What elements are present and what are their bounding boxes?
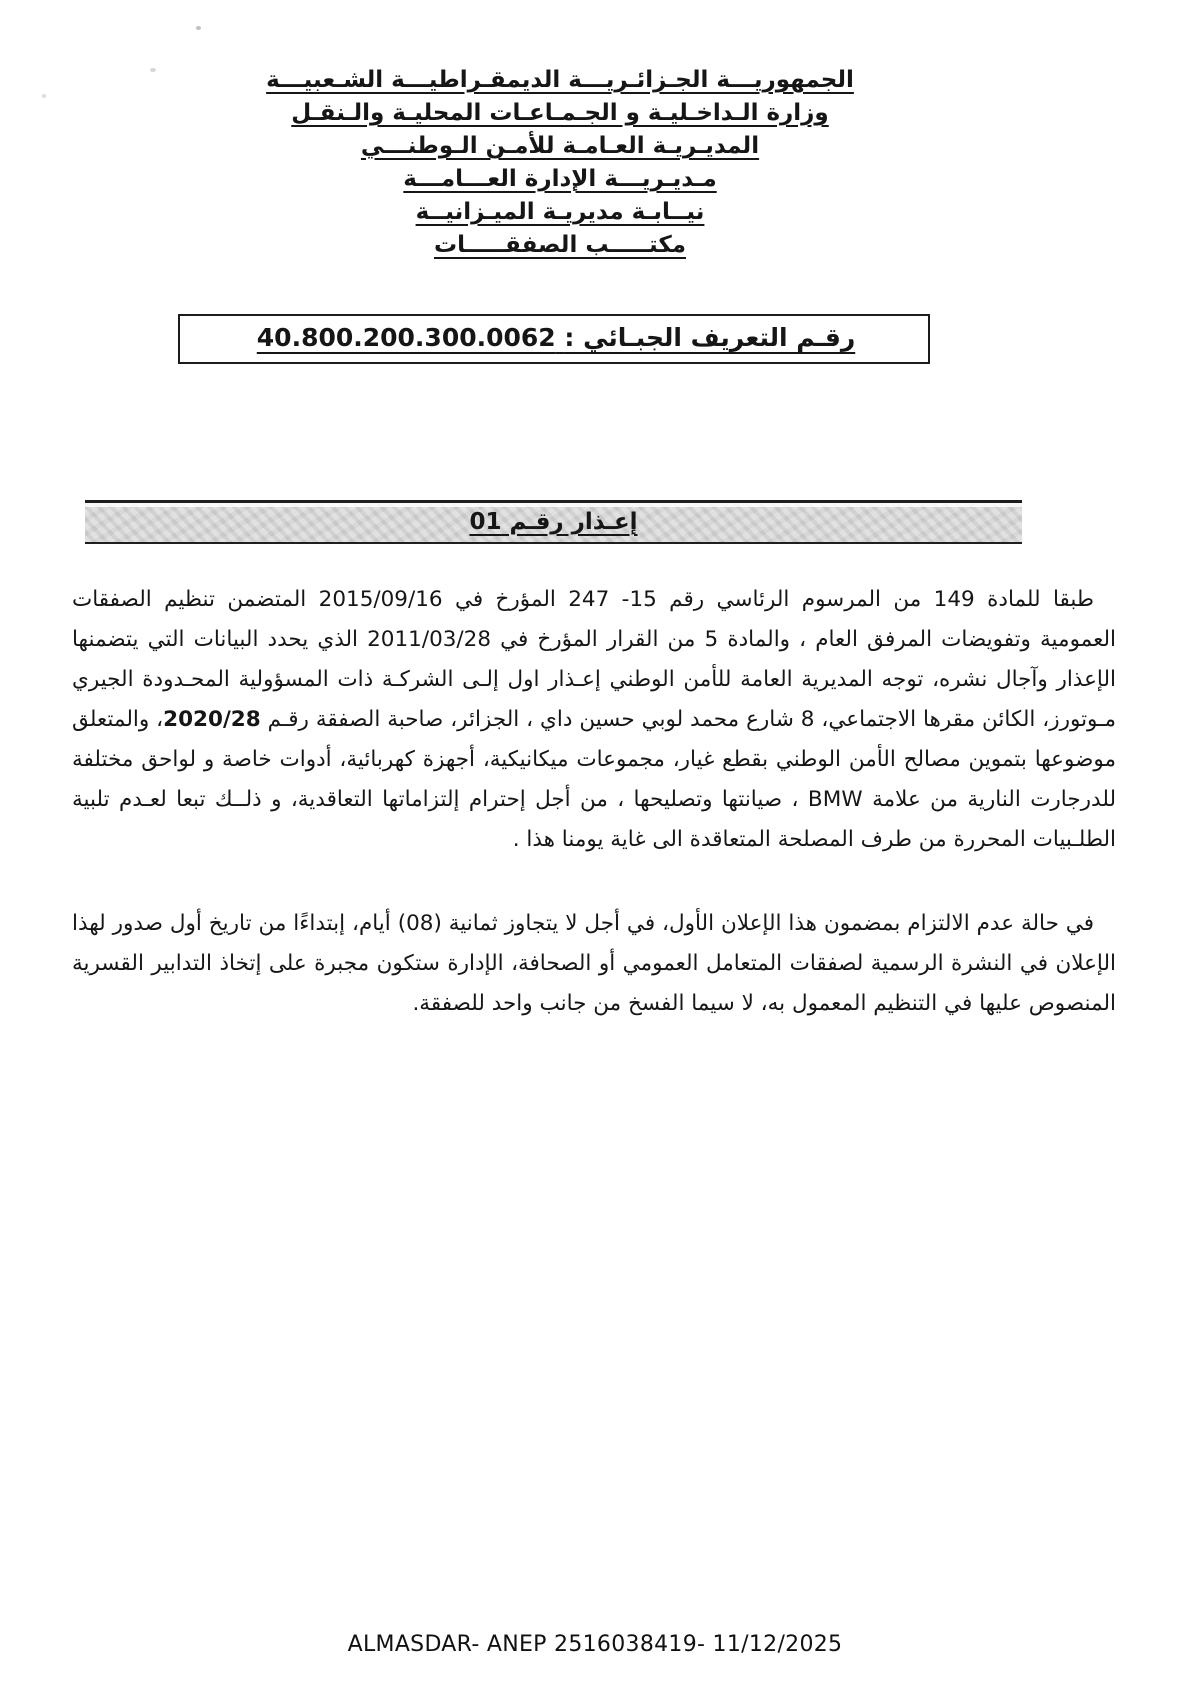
paragraph-legal-basis [72,580,1116,860]
tax-id-line [253,323,855,352]
letterhead-budget-subdirectorate-line: نيــابـة مديريـة الميـزانيــة [415,199,705,225]
publication-footer: ALMASDAR- ANEP 2516038419- 11/12/2025 [347,1632,843,1657]
letterhead-republic-line: الجمهوريـــة الجـزائـريـــة الديمقـراطيـــة الشـعبيـــة [266,67,854,93]
scan-artifact [196,26,201,30]
letterhead-contracts-office-line: مكتـــــب الصفقـــــات [433,232,686,258]
tax-id-value: 40.800.200.300.0062 [256,323,556,352]
paragraph1-text-b: ، والمتعلق موضوعها بتموين مصالح الأمن الوطني بقطع غيار، مجموعات ميكانيكية، أجهزة كهربائية، أدوات خاصة و لواحق مختلفة للدرجارت النارية من علامة BMW ، صيانتها وتصليحها ، من أجل إحترام إلتزاماتها التعاقدية، و ذلــك تبعا لعـدم تلبية الطلـبيات المحررة من طرف المصلحة المتعاقدة الى غاية يومنا هذا . [72,707,1116,852]
paragraph-consequences: في حالة عدم الالتزام بمضمون هذا الإعلان الأول، في أجل لا يتجاوز ثمانية (08) أيام، إبتداءًا من تاريخ أول صدور لهذا الإعلان في النشرة الرسمية لصفقات المتعامل العمومي أو الصحافة، الإدارة ستكون مجبرة على إتخاذ التدابير القسرية المنصوص عليها في التنظيم المعمول به، لا سيما الفسخ من جانب واحد للصفقة. [72,911,1116,1016]
contract-number: 2020/28 [163,707,261,732]
letterhead-directorate-line: المديـريـة العـامـة للأمـن الـوطنـــي [360,133,760,159]
tax-id-label: رقـم التعريف الجبـائي : [564,323,856,352]
notice-title: إعـذار رقـم 01 [469,509,638,535]
paragraph1-text-a: طبقا للمادة 149 من المرسوم الرئاسي رقم 15- 247 المؤرخ في 2015/09/16 المتضمن تنظيم الصفقات العمومية وتفويضات المرفق العام ، والمادة 5 من القرار المؤرخ في 2011/03/28 الذي يحدد البيانات التي يتضمنها الإعذار وآجال نشره، توجه المديرية العامة للأمن الوطني إعـذار اول إلـى الشركـة ذات المسؤولية المحـدودة الجيري مـوتورز، الكائن مقرها الاجتماعي، 8 شارع محمد لوبي حسين داي ، الجزائر، صاحبة الصفقة رقـم [72,587,1116,732]
notice-title-bar [85,500,1022,544]
letterhead-administration-line: مـديـريـــة الإدارة العـــامـــة [403,166,717,192]
government-letterhead [0,64,1155,262]
letterhead-ministry-line: وزارة الـداخـليـة و الجـمـاعـات المحليـة والـنقـل [291,100,829,126]
notice-body [72,580,1116,1024]
tax-identification-box [178,314,930,364]
